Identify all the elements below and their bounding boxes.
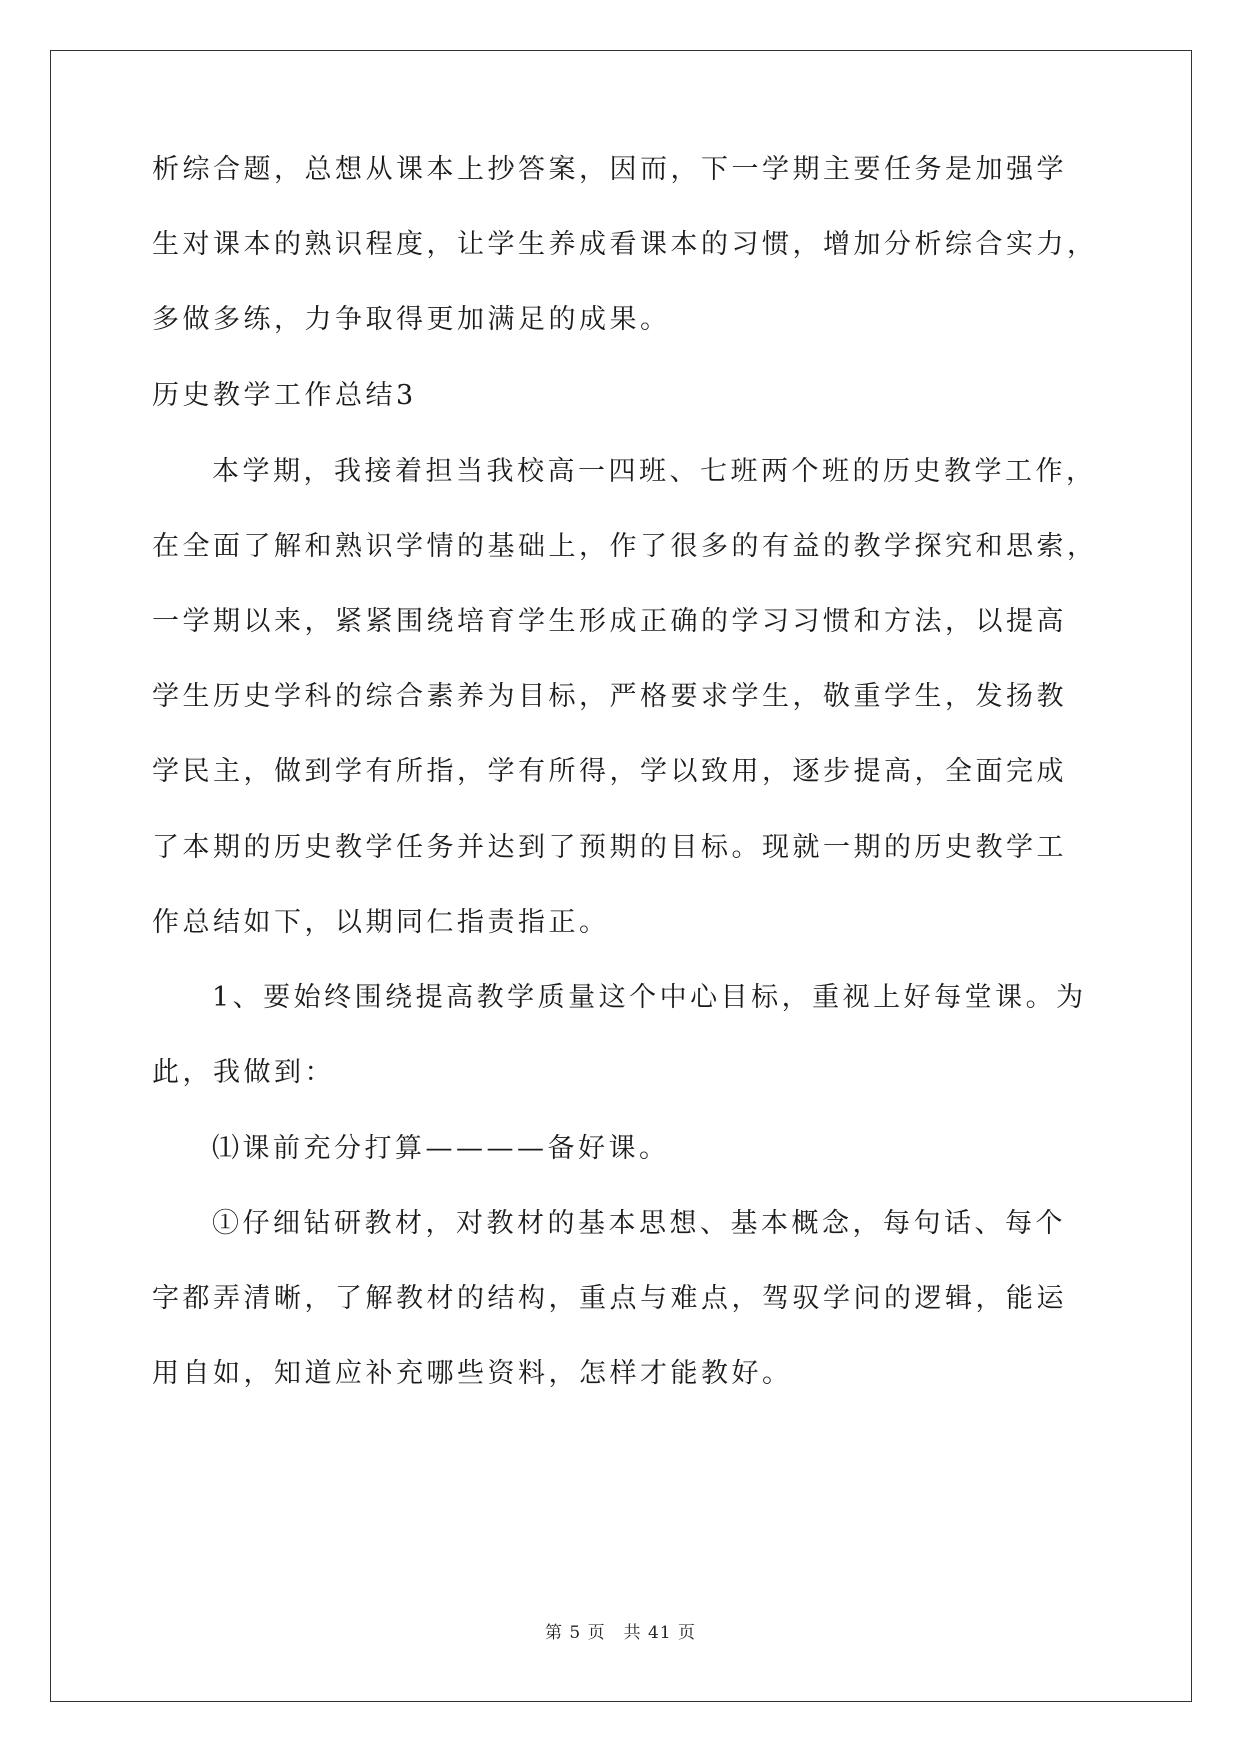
body-line: 此，我做到：: [152, 1057, 335, 1088]
body-line: 学民主，做到学有所指，学有所得，学以致用，逐步提高，全面完成: [152, 756, 1067, 787]
body-line: 学生历史学科的综合素养为目标，严格要求学生，敬重学生，发扬教: [152, 681, 1067, 712]
body-line: 一学期以来，紧紧围绕培育学生形成正确的学习习惯和方法，以提高: [152, 606, 1067, 637]
body-line: ①仔细钻研教材，对教材的基本思想、基本概念，每句话、每个: [212, 1208, 1066, 1239]
page-footer: 第 5 页 共 41 页: [544, 1623, 697, 1643]
page-border: [50, 50, 1192, 1702]
body-line: 1、要始终围绕提高教学质量这个中心目标，重视上好每堂课。为: [212, 982, 1087, 1013]
section-heading: 历史教学工作总结3: [152, 380, 417, 411]
body-line: 析综合题，总想从课本上抄答案，因而，下一学期主要任务是加强学: [152, 154, 1067, 185]
body-line: 多做多练，力争取得更加满足的成果。: [152, 304, 671, 335]
body-line: 本学期，我接着担当我校高一四班、七班两个班的历史教学工作，: [212, 456, 1097, 487]
body-line: 在全面了解和熟识学情的基础上，作了很多的有益的教学探究和思索，: [152, 531, 1098, 562]
body-line: 用自如，知道应补充哪些资料，怎样才能教好。: [152, 1358, 793, 1389]
body-line: ⑴课前充分打算————备好课。: [212, 1133, 670, 1164]
body-line: 作总结如下，以期同仁指责指正。: [152, 907, 610, 938]
body-line: 了本期的历史教学任务并达到了预期的目标。现就一期的历史教学工: [152, 832, 1067, 863]
body-line: 生对课本的熟识程度，让学生养成看课本的习惯，增加分析综合实力，: [152, 229, 1098, 260]
body-line: 字都弄清晰，了解教材的结构，重点与难点，驾驭学问的逻辑，能运: [152, 1283, 1067, 1314]
